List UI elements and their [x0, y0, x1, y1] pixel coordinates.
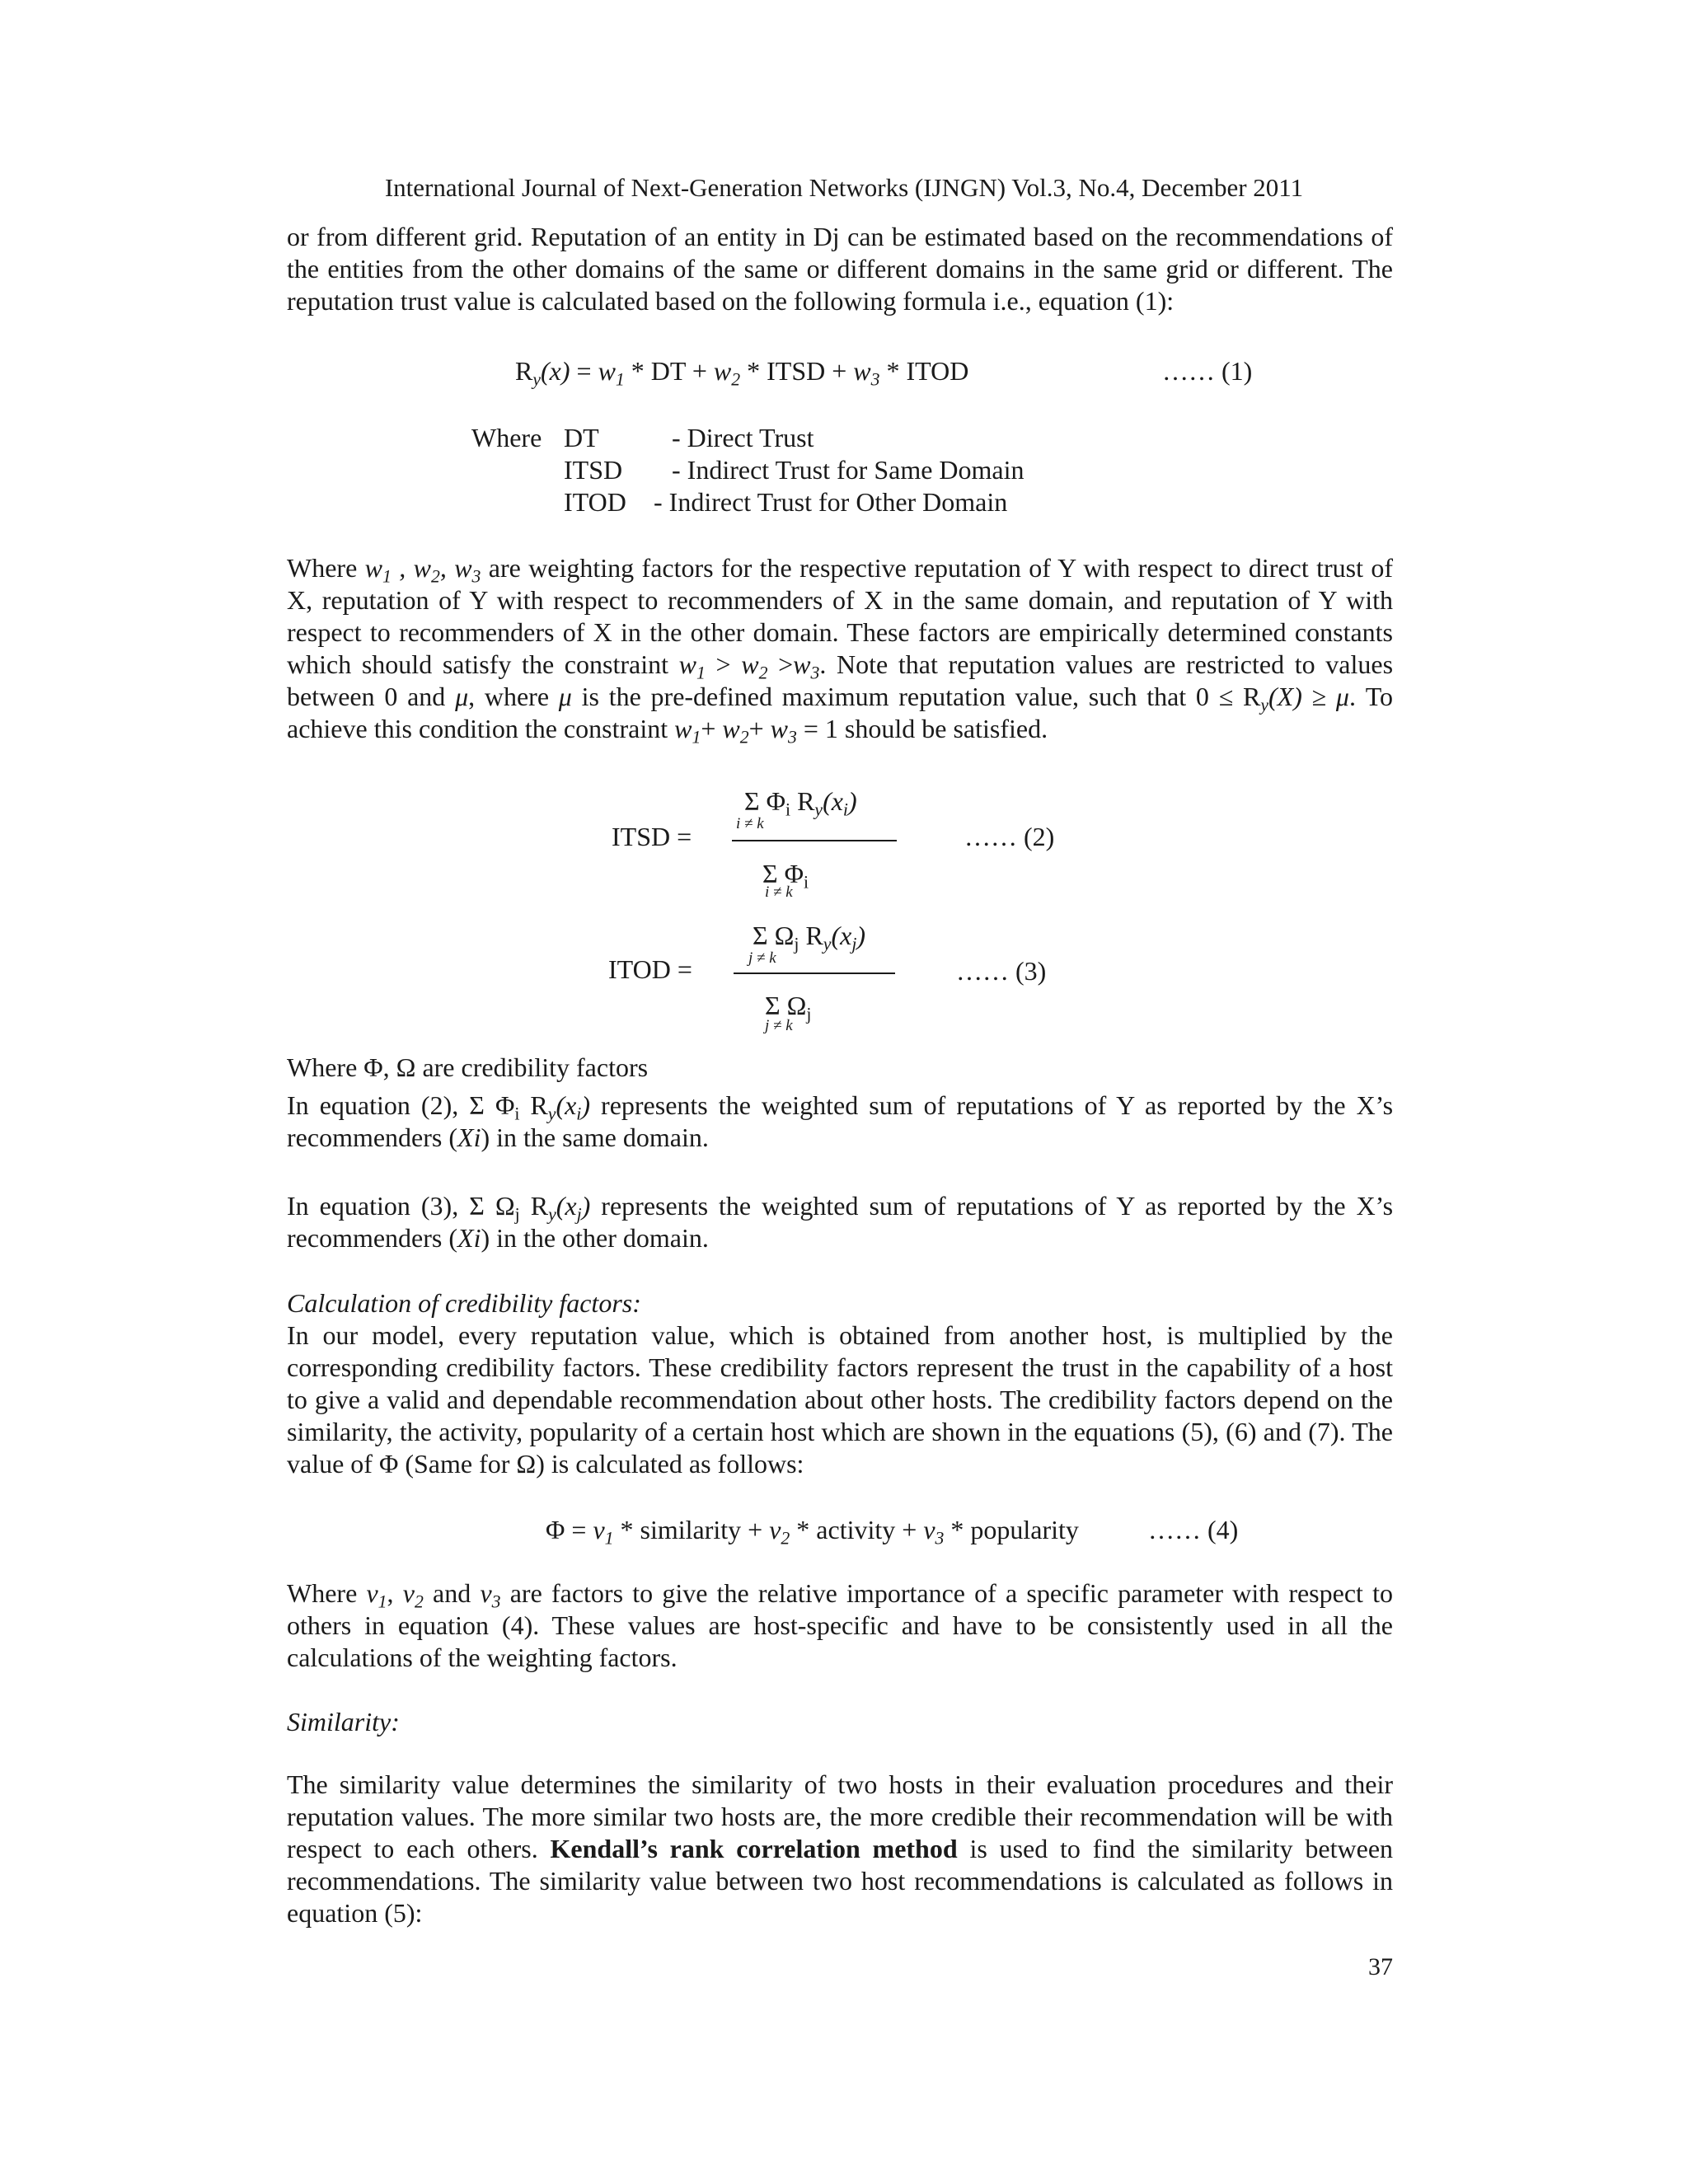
equation-4-number: …… (4)	[1148, 1515, 1239, 1544]
equation-2-denominator-index: i ≠ k	[765, 883, 793, 901]
equation-2-numerator: Σ $\Phi_i$ $R_y(x_i)$	[744, 786, 857, 820]
def-abbr: ITSD	[564, 455, 623, 485]
def-abbr: DT	[564, 423, 599, 452]
equation-3-fraction-bar	[734, 972, 895, 974]
paragraph-equation-3-explained: In equation (3), Σ $\Omega_j$ $R_y(x_j)$ represents the weighted sum of reputations of Y as reported by the X’s recommenders (Xi) in the other domain.	[287, 1191, 1394, 1253]
equation-3-lhs: ITOD =	[608, 954, 692, 984]
section-heading-credibility: Calculation of credibility factors:	[287, 1288, 641, 1318]
where-label: Where	[471, 423, 542, 452]
paragraph-v-factors: Where $v_1$, $v_2$ and $v_3$ are factors to give the relative importance of a specific parameter with respect to others in equation (4). These values are host-specific and have to be consistently used in all the calculations of the weighting factors.	[287, 1578, 1394, 1672]
equation-4: $\Phi = v_1$ * similarity + $v_2$ * activity + $v_3$ * popularity	[546, 1515, 1079, 1549]
page-number: 37	[1368, 1953, 1393, 1980]
equation-3-denominator-index: j ≠ k	[765, 1017, 793, 1034]
paragraph-credibility-factors: In our model, every reputation value, which is obtained from another host, is multiplied by the corresponding credibility factors. These credibility factors represent the trust in the capability of a host to give a valid and dependable recommendation about other hosts. The credibility factors depend on the similarity, the activity, popularity of a certain host which are shown in the equations (5), (6) and (7). The value of Φ (Same for Ω) is calculated as follows:	[287, 1320, 1393, 1479]
equation-3-numerator: Σ $\Omega_j$ $R_y(x_j)$	[753, 921, 866, 954]
paragraph-equation-2-explained: In equation (2), Σ $\Phi_i$ $R_y(x_i)$ represents the weighted sum of reputations of Y as reported by the X’s recommenders (Xi) in the same domain.	[287, 1090, 1394, 1152]
equation-2-number: …… (2)	[964, 822, 1055, 851]
credibility-factors-note: Where Φ, Ω are credibility factors	[287, 1052, 649, 1082]
equation-2-denominator: Σ $\Phi_i$	[762, 859, 809, 893]
equation-2-numerator-index: i ≠ k	[736, 815, 764, 832]
equation-1: $R_y(x) = w_1$ * DT + $w_2$ * ITSD + $w_3$ * ITOD	[515, 356, 969, 390]
equation-3-numerator-index: j ≠ k	[748, 949, 776, 967]
section-heading-similarity: Similarity:	[287, 1707, 400, 1736]
def-desc: - Indirect Trust for Same Domain	[672, 455, 1025, 485]
def-desc: - Direct Trust	[672, 423, 814, 452]
equation-3-denominator: Σ $\Omega_j$	[765, 991, 812, 1024]
equation-2-fraction-bar	[732, 840, 897, 841]
equation-1-number: …… (1)	[1162, 356, 1253, 386]
equation-2-lhs: ITSD =	[612, 822, 692, 851]
paragraph-weighting-factors: Where $w_1$ , $w_2$, $w_3$ are weighting factors for the respective reputation of Y with respect to direct trust of X, reputation of Y with respect to recommenders of X in the same domain, and reputation of Y with respect to recommenders of X in the other domain. These factors are empirically determined constants which should satisfy the constraint $w_1 > w_2 >w_3$. Note that reputation values are restricted to values between 0 and μ, where μ is the pre-defined maximum reputation value, such that $0 \le R_y(X) \ge \mu$. To achieve this condition the constraint $w_1+ w_2+ w_3 = 1$ should be satisfied.	[287, 553, 1394, 748]
paragraph-similarity: The similarity value determines the similarity of two hosts in their evaluation procedures and their reputation values. The more similar two hosts are, the more credible their recommendation will be with respect to each others. Kendall’s rank correlation method is used to find the similarity between recommendations. The similarity value between two host recommendations is calculated as follows in equation (5):	[287, 1769, 1394, 1928]
def-abbr: ITOD	[564, 487, 626, 517]
equation-3-number: …… (3)	[956, 956, 1047, 986]
def-desc: - Indirect Trust for Other Domain	[654, 487, 1008, 517]
journal-header: International Journal of Next-Generation Networks (IJNGN) Vol.3, No.4, December 2011	[384, 173, 1304, 202]
paragraph-reputation-intro: or from different grid. Reputation of an entity in Dj can be estimated based on the recommendations of the entities from the other domains of the same or different domains in the same grid or different. The reputation trust value is calculated based on the following formula i.e., equation (1):	[287, 222, 1393, 316]
